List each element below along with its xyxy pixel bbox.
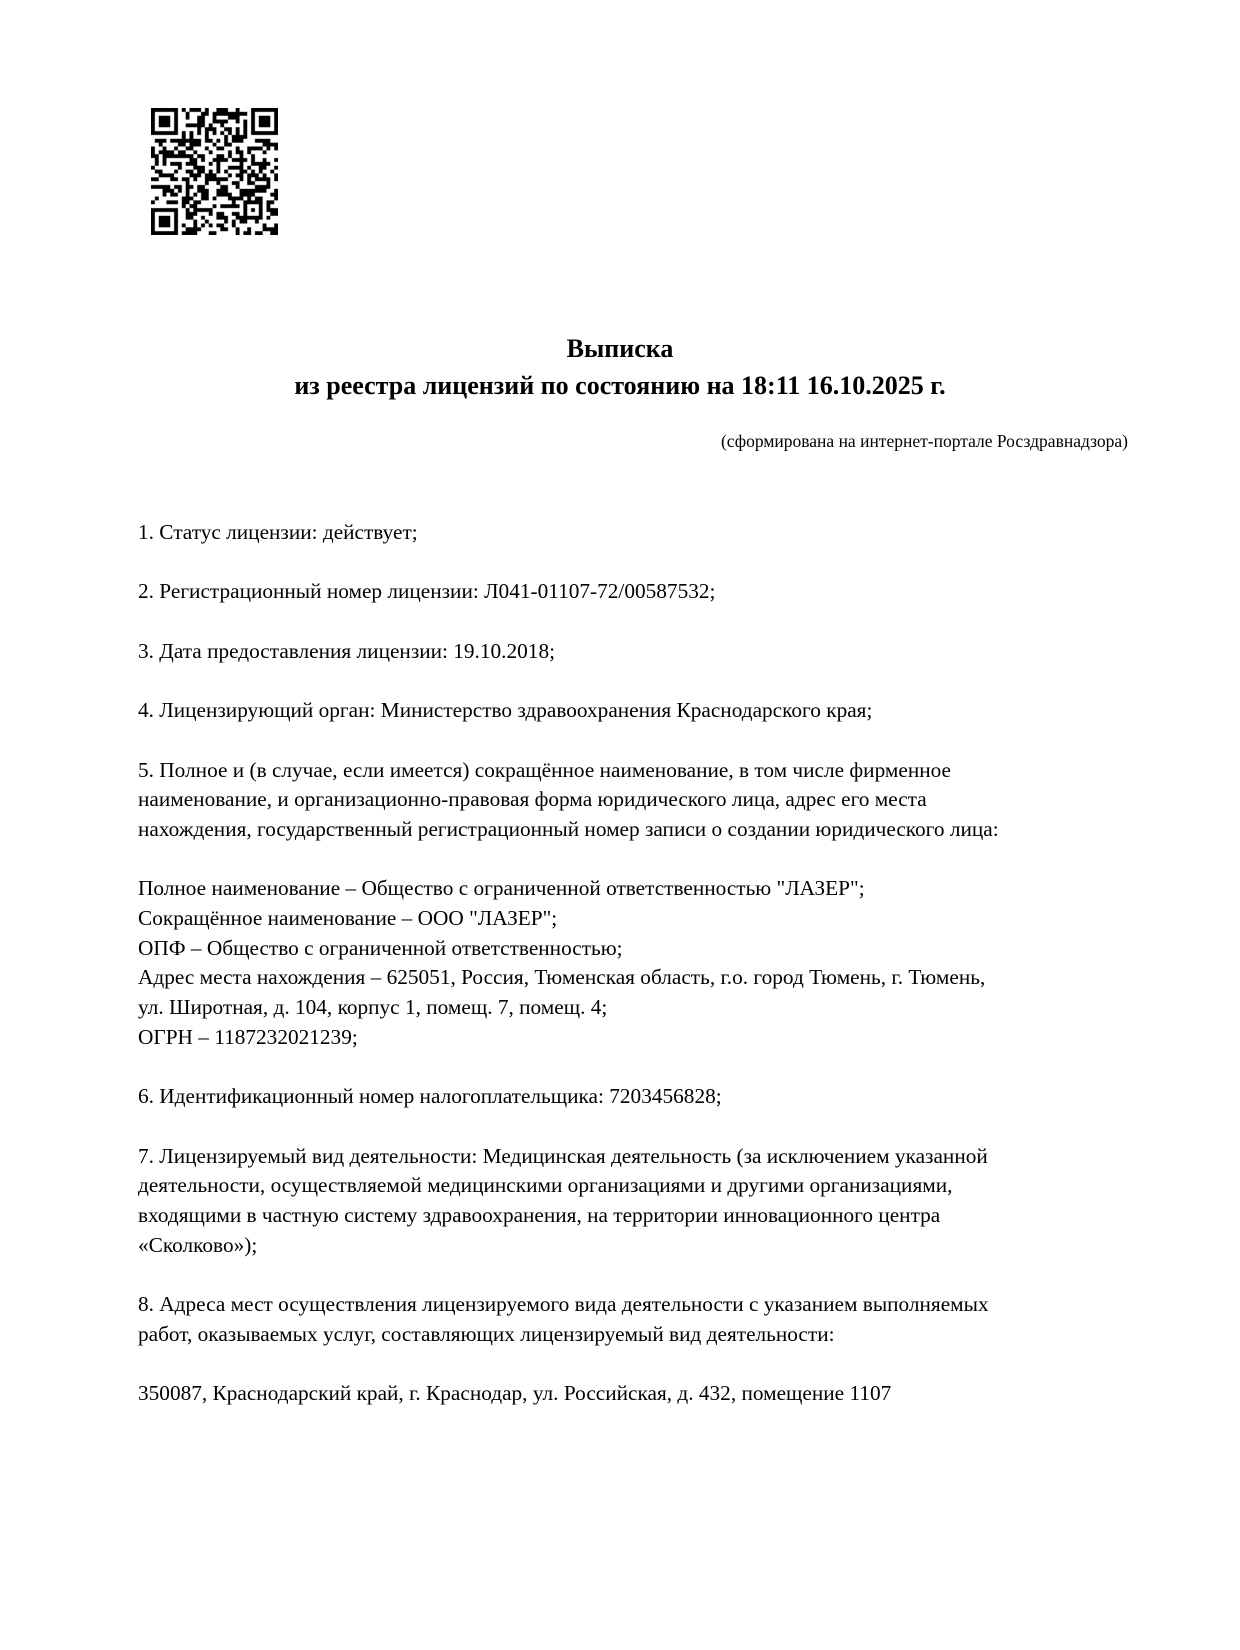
text-line: 2. Регистрационный номер лицензии: Л041-01107-72/00587532; (138, 579, 716, 604)
text-line: Сокращённое наименование – ООО "ЛАЗЕР"; (138, 906, 558, 931)
item-activity-addresses-heading (138, 1290, 1138, 1349)
item-license-grant-date (138, 637, 1138, 667)
text-line: 4. Лицензирующий орган: Министерство здравоохранения Краснодарского края; (138, 698, 873, 723)
text-line: работ, оказываемых услуг, составляющих лицензируемый вид деятельности: (138, 1321, 835, 1346)
text-line: Полное наименование – Общество с ограниченной ответственностью "ЛАЗЕР"; (138, 876, 865, 901)
text-line: 350087, Краснодарский край, г. Краснодар, ул. Российская, д. 432, помещение 1107 (138, 1381, 892, 1406)
document-body (138, 518, 1138, 1439)
item-license-registration-number (138, 577, 1138, 607)
text-line: ОГРН – 1187232021239; (138, 1024, 358, 1049)
text-line: Адрес места нахождения – 625051, Россия, Тюменская область, г.о. город Тюмень, г. Тюмень, (138, 965, 986, 990)
text-line: 1. Статус лицензии: действует; (138, 520, 418, 544)
text-line: 6. Идентификационный номер налогоплательщика: 7203456828; (138, 1084, 722, 1109)
text-line: ОПФ – Общество с ограниченной ответственностью; (138, 935, 623, 960)
document-subtitle: (сформирована на интернет-портале Росздравнадзора) (720, 431, 1128, 451)
item-org-name-section-heading (138, 756, 1138, 845)
text-line: «Сколково»); (138, 1232, 258, 1257)
text-line: ул. Широтная, д. 104, корпус 1, помещ. 7, помещ. 4; (138, 995, 608, 1020)
title-line-2: из реестра лицензий по состоянию на 18:11 16.10.2025 г. (294, 371, 946, 400)
item-licensing-authority (138, 696, 1138, 726)
text-line: 7. Лицензируемый вид деятельности: Медицинская деятельность (за исключением указанной (138, 1143, 988, 1168)
qr-code-image (151, 108, 278, 235)
text-line: входящими в частную систему здравоохранения, на территории инновационного центра (138, 1203, 941, 1228)
text-line: 8. Адреса мест осуществления лицензируемого вида деятельности с указанием выполняемых (138, 1292, 989, 1317)
item-activity-address (138, 1379, 1138, 1409)
qr-code (151, 108, 278, 235)
document-title (125, 330, 1115, 404)
item-org-details (138, 874, 1138, 1052)
text-line: наименование, и организационно-правовая форма юридического лица, адрес его места (138, 787, 927, 812)
item-licensed-activity (138, 1142, 1138, 1261)
title-line-1: Выписка (566, 334, 674, 363)
text-line: 5. Полное и (в случае, если имеется) сокращённое наименование, в том числе фирменное (138, 757, 951, 782)
item-license-status (138, 518, 1138, 548)
text-line: деятельности, осуществляемой медицинскими организациями и другими организациями, (138, 1173, 953, 1198)
text-line: нахождения, государственный регистрационный номер записи о создании юридического лица: (138, 816, 999, 841)
item-taxpayer-id (138, 1082, 1138, 1112)
text-line: 3. Дата предоставления лицензии: 19.10.2018; (138, 638, 556, 663)
